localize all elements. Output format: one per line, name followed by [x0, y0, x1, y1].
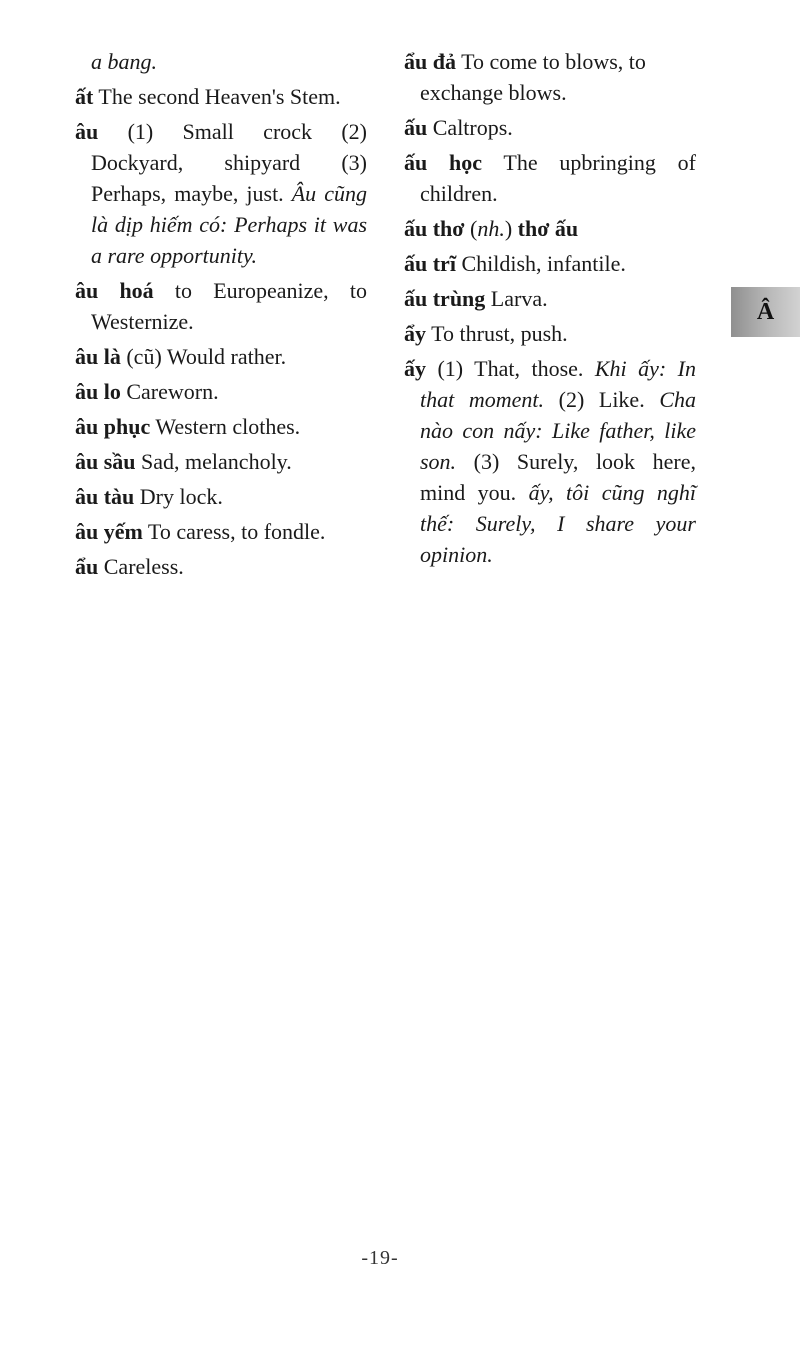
- abbreviation: nh.: [477, 216, 505, 241]
- definition: Careworn.: [120, 379, 219, 404]
- definition: To caress, to fondle.: [142, 519, 326, 544]
- entry-au-hoa: [75, 275, 367, 337]
- entry-au-da: [404, 46, 696, 108]
- definition: The upbringing of children.: [420, 150, 696, 206]
- entry-au-lo: [75, 376, 367, 407]
- headword: ấu: [404, 115, 428, 140]
- entry-au-careless: [75, 551, 367, 582]
- headword: ấu trùng: [404, 286, 486, 311]
- entry-au-la: [75, 341, 367, 372]
- headword: ất: [75, 84, 94, 109]
- entry-au-hoc: [404, 147, 696, 209]
- entry-au-tri: [404, 248, 696, 279]
- entry-au-tau: [75, 481, 367, 512]
- definition: Sad, melancholy.: [135, 449, 292, 474]
- paren-open: (: [464, 216, 478, 241]
- headword: âu phục: [75, 414, 151, 439]
- headword: âu tàu: [75, 484, 135, 509]
- cross-reference: thơ ấu: [517, 216, 579, 241]
- headword: âu lo: [75, 379, 121, 404]
- definition: to Europeanize, to Westernize.: [91, 278, 367, 334]
- definition: Childish, infantile.: [455, 251, 626, 276]
- definition: To thrust, push.: [426, 321, 568, 346]
- entry-au-trung: [404, 283, 696, 314]
- sense-1: (1) That, those.: [426, 356, 595, 381]
- page-number: -19-: [361, 1247, 399, 1269]
- headword: ấy: [404, 356, 426, 381]
- headword: âu là: [75, 344, 121, 369]
- headword: âu: [75, 119, 99, 144]
- entry-at: [75, 81, 367, 112]
- headword: ẩu đả: [404, 49, 456, 74]
- definition: (1) Small crock (2) Dockyard, shipyard (3) Perhaps, maybe, just.: [91, 119, 367, 206]
- entry-au-caltrops: [404, 112, 696, 143]
- headword: âu yếm: [75, 519, 143, 544]
- thumb-index-tab: [731, 287, 800, 337]
- left-column: [75, 46, 367, 586]
- headword: ấu học: [404, 150, 483, 175]
- definition: To come to blows, to exchange blows.: [420, 49, 646, 105]
- headword: ẩu: [75, 554, 99, 579]
- example-3: ấy, tôi cũng nghĩ thế: Surely, I share your opinion.: [420, 480, 696, 567]
- definition: Western clothes.: [150, 414, 301, 439]
- example-1: Khi ấy: In that moment.: [420, 356, 697, 412]
- definition: (cũ) Would rather.: [120, 344, 287, 369]
- definition: Careless.: [98, 554, 184, 579]
- sense-3: (3) Surely, look here, mind you.: [420, 449, 696, 505]
- example: Âu cũng là dịp hiếm có: Perhaps it was a rare opportunity.: [91, 181, 367, 268]
- entry-au-phuc: [75, 411, 367, 442]
- entry-ay-thrust: [404, 318, 696, 349]
- entry-ay: [404, 353, 696, 570]
- example-2: Cha nào con nấy: Like father, like son.: [420, 387, 696, 474]
- definition: Caltrops.: [427, 115, 513, 140]
- definition: Larva.: [485, 286, 548, 311]
- headword: âu hoá: [75, 278, 154, 303]
- headword: ấu trĩ: [404, 251, 456, 276]
- headword: âu sầu: [75, 449, 136, 474]
- paren-close: ): [504, 216, 518, 241]
- entry-au-sau: [75, 446, 367, 477]
- headword: ấu thơ: [404, 216, 465, 241]
- right-column: [404, 46, 696, 574]
- definition: The second Heaven's Stem.: [93, 84, 341, 109]
- headword: ẩy: [404, 321, 426, 346]
- entry-au: [75, 116, 367, 271]
- entry-continuation: a bang.: [91, 49, 157, 74]
- sense-2: (2) Like.: [544, 387, 660, 412]
- definition: Dry lock.: [134, 484, 223, 509]
- thumb-index-letter: Â: [756, 298, 775, 325]
- entry-au-tho: [404, 213, 696, 244]
- entry-au-yem: [75, 516, 367, 547]
